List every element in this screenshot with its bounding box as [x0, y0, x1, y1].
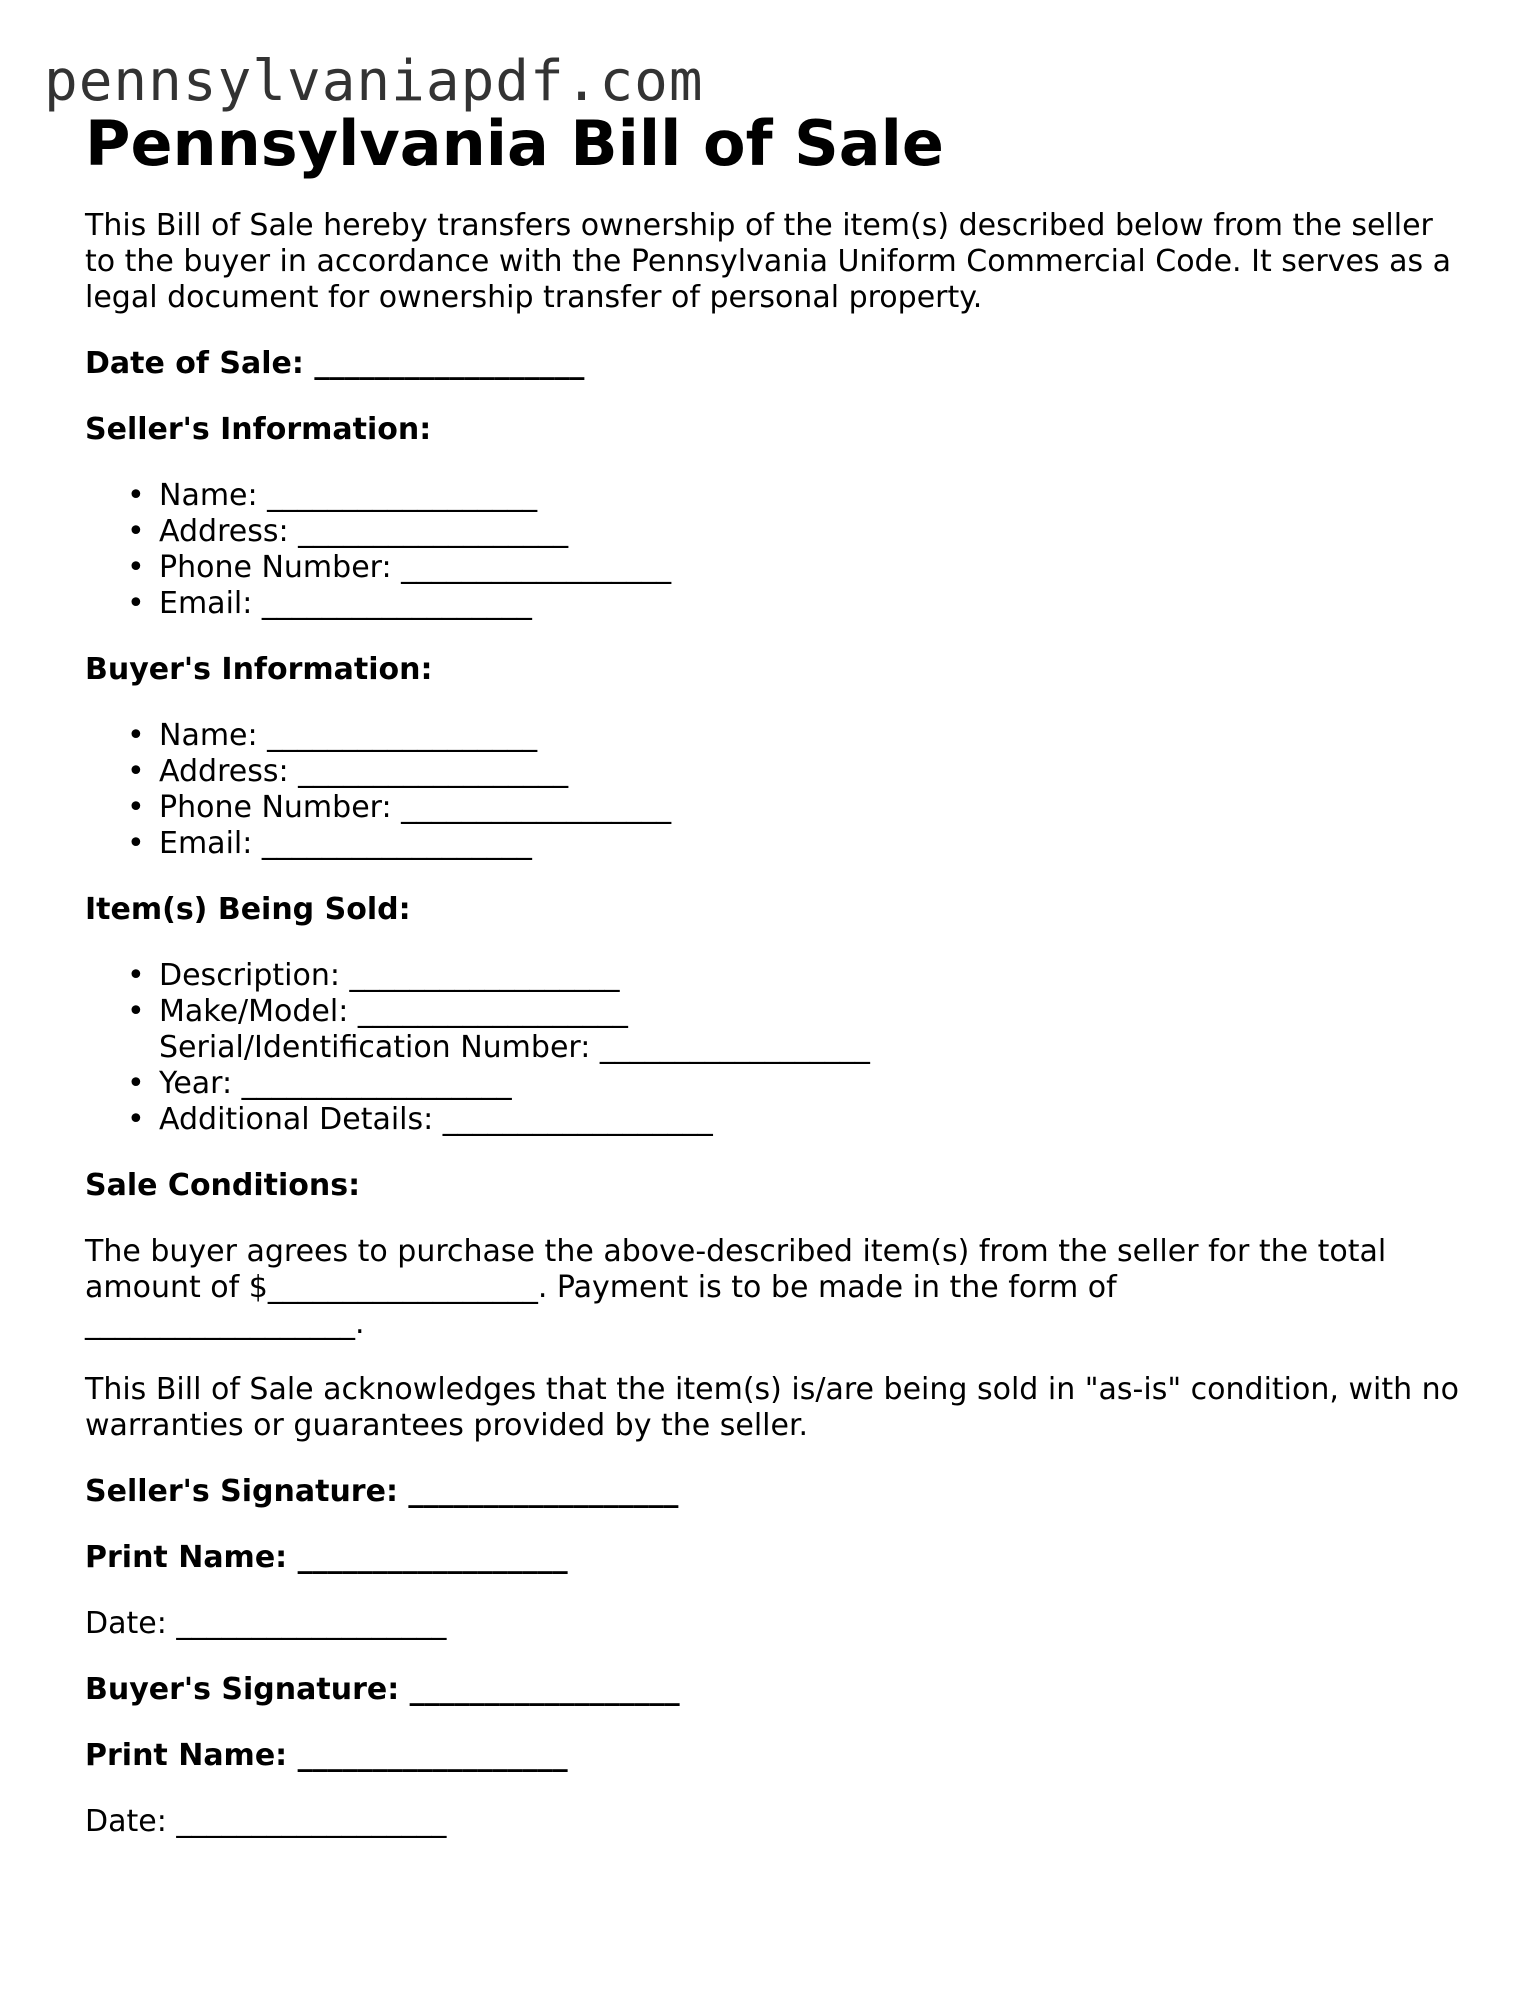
- item-description-blank[interactable]: __________________: [349, 958, 620, 993]
- conditions-heading: Sale Conditions:: [85, 1168, 361, 1203]
- buyer-phone-item: [159, 790, 1465, 826]
- buyer-name-blank[interactable]: __________________: [267, 718, 538, 753]
- seller-email-blank[interactable]: __________________: [261, 586, 532, 621]
- item-year-blank[interactable]: __________________: [241, 1066, 512, 1101]
- buyer-signature-line: [85, 1672, 1465, 1708]
- buyer-date-blank[interactable]: __________________: [176, 1804, 447, 1839]
- buyer-name-item: [159, 718, 1465, 754]
- buyer-print-name-line: [85, 1738, 1465, 1774]
- buyer-phone-blank[interactable]: __________________: [401, 790, 672, 825]
- conditions-paragraph: [85, 1234, 1465, 1342]
- seller-signature-label: Seller's Signature:: [85, 1474, 398, 1509]
- seller-address-label: Address:: [159, 514, 289, 549]
- date-of-sale-line: [85, 346, 1465, 382]
- item-year-label: Year:: [159, 1066, 233, 1101]
- item-make-model-label: Make/Model:: [159, 994, 349, 1029]
- buyer-date-line: [85, 1804, 1465, 1840]
- seller-info-heading: Seller's Information:: [85, 412, 432, 447]
- seller-print-name-label: Print Name:: [85, 1540, 288, 1575]
- buyer-date-label: Date:: [85, 1804, 167, 1839]
- buyer-signature-blank[interactable]: __________________: [409, 1672, 680, 1707]
- seller-address-item: [159, 514, 1465, 550]
- seller-signature-line: [85, 1474, 1465, 1510]
- item-additional-label: Additional Details:: [159, 1102, 434, 1137]
- as-is-paragraph: This Bill of Sale acknowledges that the item(s) is/are being sold in "as-is" condition, with no warranties or guarantees provided by the seller.: [85, 1372, 1460, 1443]
- item-additional-blank[interactable]: __________________: [442, 1102, 713, 1137]
- seller-date-label: Date:: [85, 1606, 167, 1641]
- seller-name-label: Name:: [159, 478, 258, 513]
- conditions-amount-prefix: amount of $: [85, 1270, 268, 1305]
- seller-email-item: [159, 586, 1465, 622]
- seller-name-item: [159, 478, 1465, 514]
- buyer-signature-label: Buyer's Signature:: [85, 1672, 400, 1707]
- buyer-phone-label: Phone Number:: [159, 790, 392, 825]
- seller-date-line: [85, 1606, 1465, 1642]
- items-heading: Item(s) Being Sold:: [85, 892, 411, 927]
- item-year-item: [159, 1066, 1465, 1102]
- item-description-label: Description:: [159, 958, 340, 993]
- conditions-amount-suffix: . Payment is to be made in the form of: [537, 1270, 1117, 1305]
- document-title: Pennsylvania Bill of Sale: [85, 107, 944, 180]
- seller-signature-blank[interactable]: __________________: [408, 1474, 679, 1509]
- seller-print-name-blank[interactable]: __________________: [297, 1540, 568, 1575]
- item-serial-blank[interactable]: __________________: [599, 1030, 870, 1065]
- item-make-model-blank[interactable]: __________________: [357, 994, 628, 1029]
- date-of-sale-blank[interactable]: __________________: [314, 346, 585, 381]
- seller-phone-item: [159, 550, 1465, 586]
- buyer-email-item: [159, 826, 1465, 862]
- site-watermark: pennsylvaniapdf.com: [44, 49, 704, 114]
- buyer-address-item: [159, 754, 1465, 790]
- item-description-item: [159, 958, 1465, 994]
- item-additional-item: [159, 1102, 1465, 1138]
- buyer-print-name-blank[interactable]: __________________: [297, 1738, 568, 1773]
- items-list: [85, 958, 1465, 1138]
- buyer-print-name-label: Print Name:: [85, 1738, 288, 1773]
- conditions-period: .: [355, 1306, 365, 1341]
- buyer-address-label: Address:: [159, 754, 289, 789]
- buyer-address-blank[interactable]: __________________: [298, 754, 569, 789]
- seller-print-name-line: [85, 1540, 1465, 1576]
- seller-phone-blank[interactable]: __________________: [401, 550, 672, 585]
- seller-email-label: Email:: [159, 586, 253, 621]
- conditions-payment-form-blank[interactable]: __________________: [85, 1306, 355, 1341]
- intro-paragraph: This Bill of Sale hereby transfers ownership of the item(s) described below from the seller to the buyer in accordance with the Pennsylvania Uniform Commercial Code. It serves as a legal document for ownership transfer of personal property.: [85, 208, 1451, 315]
- conditions-line1: The buyer agrees to purchase the above-described item(s) from the seller for the total: [85, 1234, 1387, 1269]
- buyer-info-list: [85, 718, 1465, 862]
- seller-name-blank[interactable]: __________________: [267, 478, 538, 513]
- buyer-info-heading: Buyer's Information:: [85, 652, 433, 687]
- seller-address-blank[interactable]: __________________: [298, 514, 569, 549]
- item-serial-item: [159, 1030, 1465, 1066]
- item-make-model-item: [159, 994, 1465, 1030]
- seller-date-blank[interactable]: __________________: [176, 1606, 447, 1641]
- seller-phone-label: Phone Number:: [159, 550, 392, 585]
- conditions-amount-blank[interactable]: __________________: [267, 1270, 538, 1305]
- document-page: [85, 104, 1465, 1840]
- seller-info-list: [85, 478, 1465, 622]
- item-serial-label: Serial/Identification Number:: [159, 1030, 591, 1065]
- date-of-sale-label: Date of Sale:: [85, 346, 304, 381]
- buyer-email-label: Email:: [159, 826, 253, 861]
- buyer-name-label: Name:: [159, 718, 258, 753]
- buyer-email-blank[interactable]: __________________: [261, 826, 532, 861]
